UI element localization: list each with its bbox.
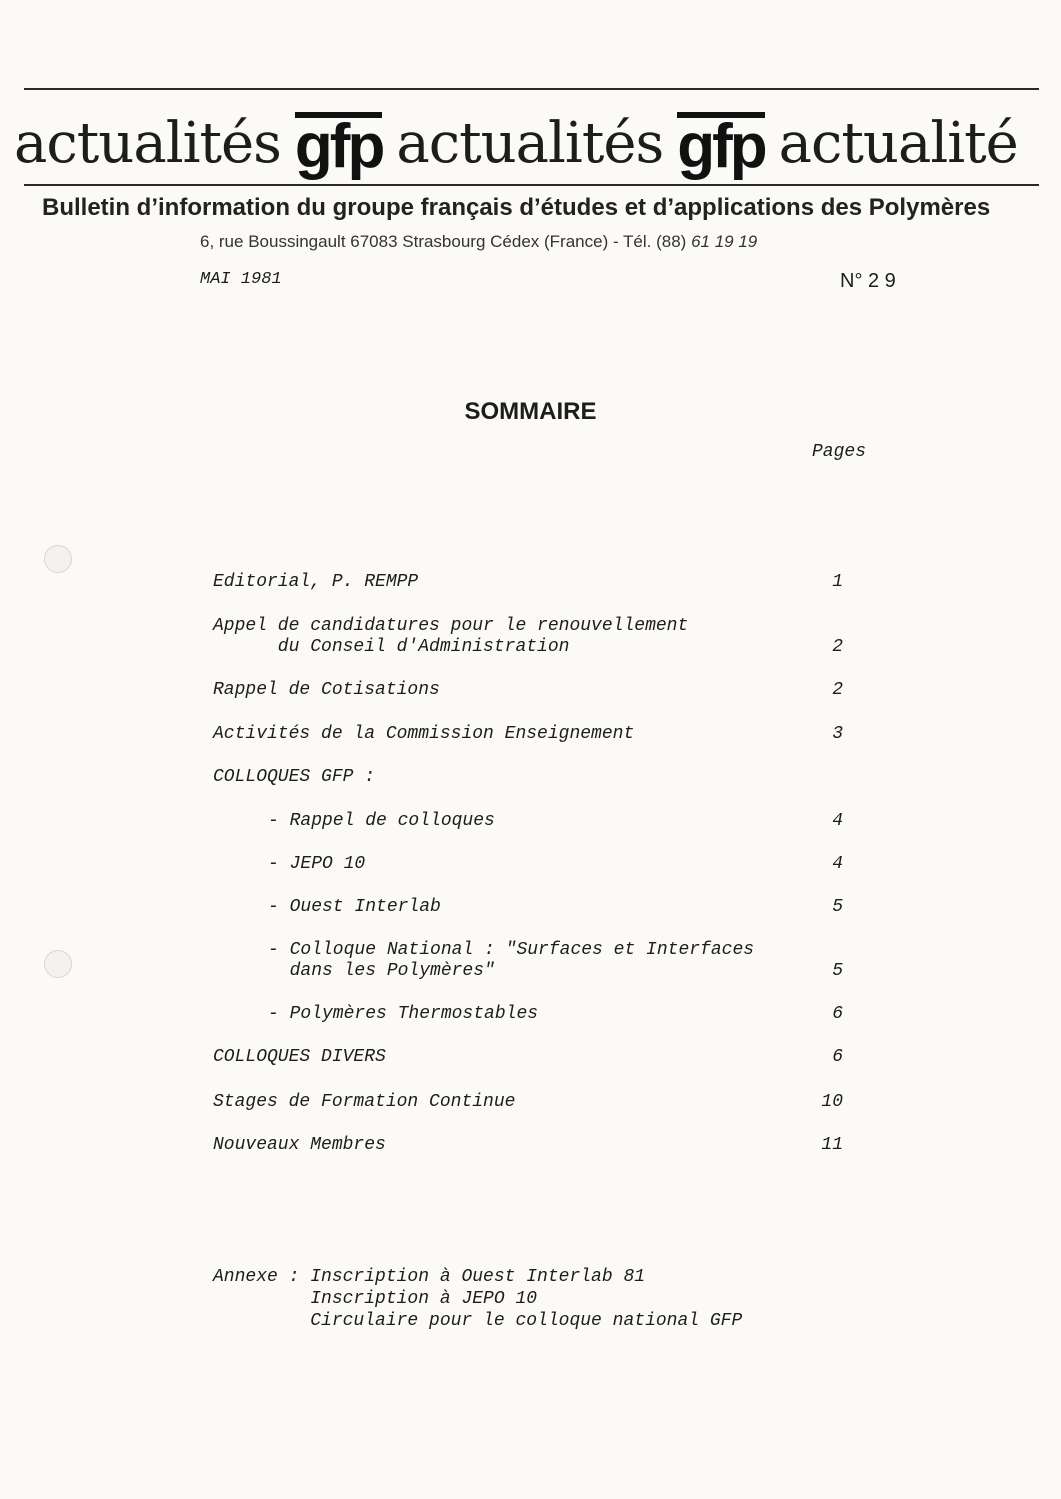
toc-entry-page: 5: [832, 961, 843, 981]
toc-entry-page: 10: [821, 1092, 843, 1112]
toc-entry: [213, 1047, 853, 1068]
issue-date: MAI 1981: [200, 270, 282, 289]
toc-entry: [213, 680, 853, 701]
summary-title: SOMMAIRE: [464, 398, 597, 425]
issue-number: N° 2 9: [840, 270, 896, 292]
toc-entry-page: 4: [832, 811, 843, 831]
toc-entry-page: 5: [832, 897, 843, 917]
bulletin-subtitle: Bulletin d’information du groupe français d’études et d’applications des Polymères: [42, 194, 991, 221]
address-line: [200, 232, 757, 252]
masthead-word-1: actualités: [14, 110, 281, 176]
toc-entry-label: - Ouest Interlab: [268, 897, 441, 917]
toc-entry-label: Stages de Formation Continue: [213, 1092, 516, 1112]
punch-hole-top: [44, 545, 72, 573]
toc-entry-label: COLLOQUES DIVERS: [213, 1047, 386, 1067]
annex-list: Annexe : Inscription à Ouest Interlab 81 Inscription à JEPO 10 Circulaire pour le colloque national GFP: [213, 1267, 743, 1331]
toc-entry-page: 4: [832, 854, 843, 874]
toc-entry-page: 3: [832, 724, 843, 744]
toc-subentry: [213, 897, 853, 918]
toc-entry-label: Editorial, P. REMPP: [213, 572, 419, 592]
toc-entry-page: 6: [832, 1004, 843, 1024]
gfp-logo: gfp: [294, 111, 383, 181]
pages-label: Pages: [812, 442, 867, 462]
toc-entry: [213, 1092, 853, 1113]
toc-entry: [213, 1135, 853, 1156]
phone-number: 61 19 19: [691, 232, 758, 251]
address-text: 6, rue Boussingault 67083 Strasbourg Cédex (France) - Tél. (88): [200, 232, 687, 251]
toc-entry-label: - Polymères Thermostables: [268, 1004, 539, 1024]
masthead-word-3: actualité: [778, 110, 1018, 176]
bottom-rule: [24, 184, 1039, 186]
toc-subentry: [213, 854, 853, 875]
toc-entry: [213, 767, 853, 788]
toc-entry-label: - Rappel de colloques: [268, 811, 495, 831]
toc-entry-label: Nouveaux Membres: [213, 1135, 386, 1155]
masthead-word-2: actualités: [396, 110, 664, 176]
toc-entry-label: Rappel de Cotisations: [213, 680, 440, 700]
toc-subentry: [213, 1004, 853, 1025]
toc-entry-page: 2: [832, 680, 843, 700]
toc-entry: [213, 616, 853, 658]
masthead-banner: [14, 98, 1054, 182]
punch-hole-bottom: [44, 950, 72, 978]
toc-entry: [213, 572, 853, 593]
toc-entry-page: 1: [832, 572, 843, 592]
toc-entry-page: 6: [832, 1047, 843, 1067]
toc-entry-label: Appel de candidatures pour le renouvellement du Conseil d'Administration: [213, 616, 689, 657]
toc-entry-page: 11: [821, 1135, 843, 1155]
toc-subentry: [213, 811, 853, 832]
toc-entry-label: - JEPO 10: [268, 854, 366, 874]
toc-entry: [213, 724, 853, 745]
toc-entry-page: 2: [832, 637, 843, 657]
toc-subentry: [213, 940, 853, 982]
top-rule: [24, 88, 1039, 90]
toc-entry-label: - Colloque National : "Surfaces et Interfaces dans les Polymères": [268, 940, 755, 981]
gfp-logo-2: gfp: [677, 111, 765, 181]
toc-entry-label: COLLOQUES GFP :: [213, 767, 376, 787]
toc-entry-label: Activités de la Commission Enseignement: [213, 724, 635, 744]
